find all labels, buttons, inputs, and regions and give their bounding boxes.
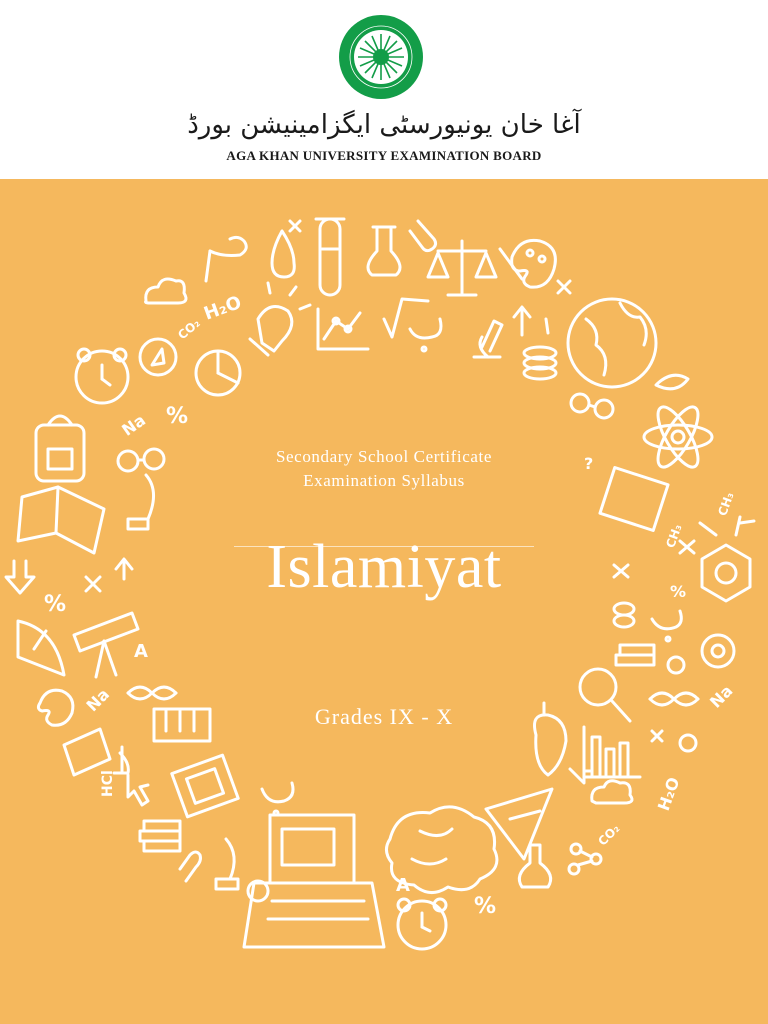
cloud-icon	[146, 279, 187, 303]
paperclip-icon	[410, 221, 436, 251]
books-icon-2	[616, 645, 654, 665]
a-label-2: A	[396, 875, 410, 896]
subtitle-line-2: Examination Syllabus	[303, 471, 465, 490]
compass-icon	[140, 339, 176, 375]
bar-chart-icon	[584, 727, 640, 777]
drop-icon	[272, 231, 294, 277]
molecule-icon	[569, 844, 601, 874]
grades-label: Grades IX - X	[314, 704, 454, 729]
globe-icon	[568, 299, 656, 387]
flask-icon	[368, 227, 400, 275]
pie-chart-icon	[196, 351, 240, 395]
plus-icon-6	[652, 731, 662, 741]
ch3-label: CH₃	[663, 522, 685, 550]
plus-icon-2	[558, 281, 570, 293]
test-tube-icon	[316, 219, 344, 295]
leaf-icon	[656, 375, 688, 389]
minus-icon	[740, 521, 754, 523]
alarm-clock-icon-2	[398, 899, 446, 949]
page-title: Islamiyat	[266, 533, 502, 601]
pe-letter-icon	[206, 237, 246, 281]
coins-icon	[524, 347, 556, 379]
hcl-label: HCl	[100, 770, 116, 797]
book-stack-icon	[172, 755, 238, 817]
quill-icon-2	[216, 839, 238, 889]
percent-label-2: %	[44, 592, 67, 617]
ch3-label-2: CH₃	[715, 490, 737, 518]
na-label: Na	[118, 410, 149, 440]
scroll-icon	[64, 729, 110, 775]
laptop-icon	[244, 815, 384, 947]
dna-icon	[128, 687, 176, 699]
be-letter-icon	[410, 319, 441, 351]
aku-seal-logo	[338, 14, 424, 100]
arrow-up-icon	[514, 307, 530, 335]
percent-label: %	[166, 404, 189, 429]
be-letter-icon-2	[262, 783, 293, 815]
h2o-label: H₂O	[201, 291, 245, 325]
books-icon	[140, 821, 180, 851]
board-name-urdu: آغا خان یونیورسٹی ایگزامینیشن بورڈ	[187, 110, 581, 140]
alif-icon	[546, 319, 548, 333]
percent-label-4: %	[670, 582, 687, 601]
cursor-icon	[128, 775, 148, 805]
microscope-icon	[474, 321, 502, 357]
gear-icon-2	[668, 657, 684, 673]
paperclip-icon-2	[180, 852, 201, 881]
coins-icon-2	[614, 603, 634, 627]
na-label-2: Na	[82, 684, 114, 716]
cloud-icon-2	[592, 781, 632, 803]
gear-icon-4	[680, 735, 696, 751]
subtitle-line-1: Secondary School Certificate	[275, 447, 492, 466]
alarm-clock-icon	[76, 349, 128, 403]
header-band	[0, 0, 768, 179]
telescope-icon	[74, 613, 138, 677]
co2-label: CO₂	[175, 316, 203, 343]
glasses-icon-2	[571, 394, 613, 418]
protractor-icon	[18, 621, 64, 675]
be-letter-icon-3	[652, 611, 681, 641]
graph-icon	[318, 309, 368, 349]
question-label: ?	[584, 454, 594, 473]
percent-label-3: %	[474, 894, 497, 919]
board-name-english: AGA KHAN UNIVERSITY EXAMINATION BOARD	[226, 148, 542, 163]
a-label: A	[134, 641, 148, 662]
na-label-3: Na	[705, 681, 737, 712]
gear-icon-3	[702, 635, 734, 667]
h2o-label-2: H₂O	[653, 774, 684, 814]
scale-icon	[428, 241, 496, 295]
plus-icon	[290, 221, 300, 231]
sqrt-icon	[384, 299, 428, 337]
toe-letter-icon	[114, 747, 128, 773]
co2-label-2: CO₂	[595, 821, 623, 849]
lightbulb-icon	[250, 283, 310, 355]
flask-icon-2	[519, 845, 550, 887]
palette-icon	[500, 240, 555, 287]
set-square-icon	[486, 789, 552, 859]
